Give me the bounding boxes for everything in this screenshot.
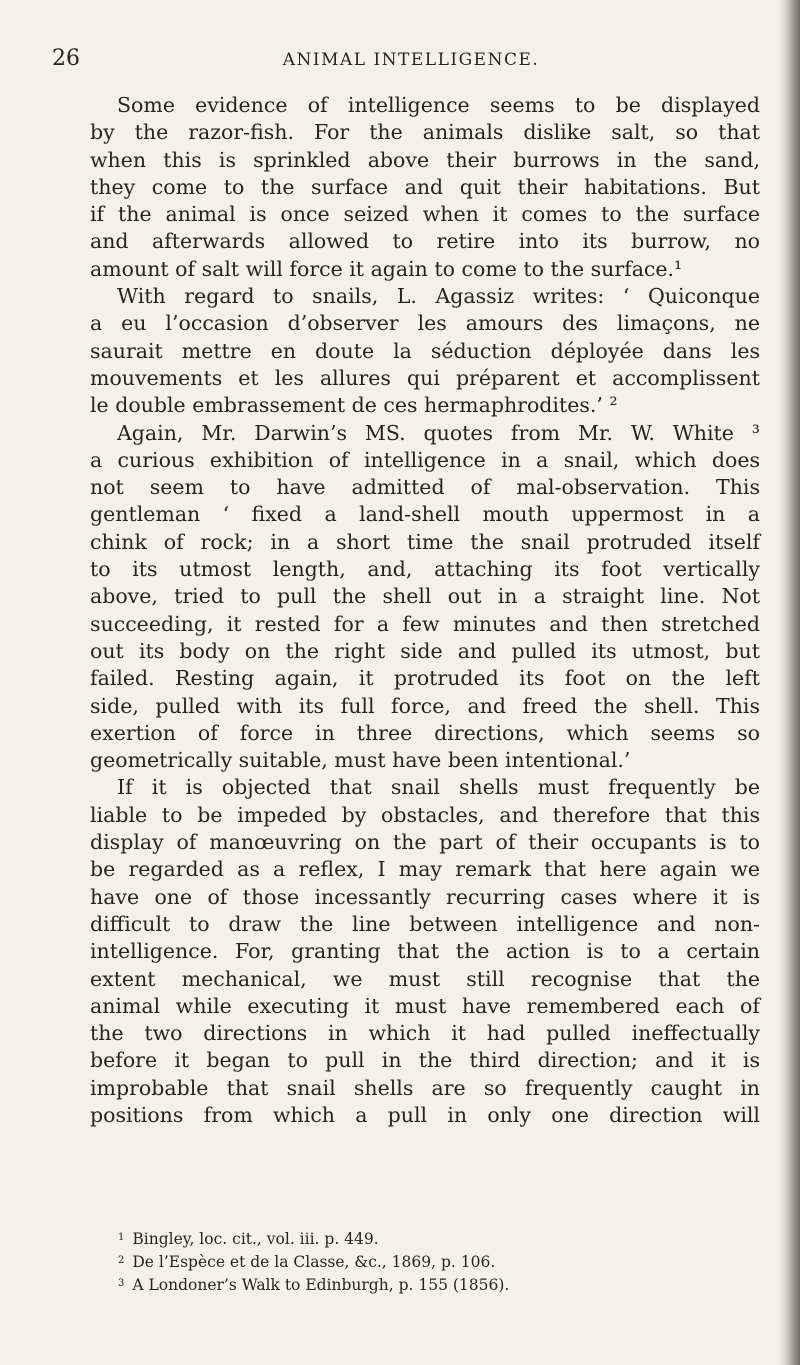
text-line: out its body on the right side and pulled its utmost, but xyxy=(90,638,760,663)
footnote-text: A Londoner’s Walk to Edinburgh, p. 155 (1856). xyxy=(132,1276,510,1294)
text-line: to its utmost length, and, attaching its foot vertically xyxy=(90,557,760,582)
text-line: le double embrassement de ces hermaphrodites.’ ² xyxy=(90,393,618,418)
footnote xyxy=(118,1273,758,1296)
text-line: above, tried to pull the shell out in a straight line. Not xyxy=(90,584,760,609)
text-line: liable to be impeded by obstacles, and therefore that this xyxy=(90,802,760,827)
text-line: succeeding, it rested for a few minutes and then stretched xyxy=(90,611,760,636)
text-line: the two directions in which it had pulled ineffectually xyxy=(90,1021,760,1046)
text-line: be regarded as a reflex, I may remark that here again we xyxy=(90,857,760,882)
text-line: animal while executing it must have remembered each of xyxy=(90,993,760,1018)
text-line: before it began to pull in the third direction; and it is xyxy=(90,1048,760,1073)
text-line: saurait mettre en doute la séduction déployée dans les xyxy=(90,338,760,363)
footnote-text: Bingley, loc. cit., vol. iii. p. 449. xyxy=(132,1230,379,1248)
text-line: amount of salt will force it again to come to the surface.¹ xyxy=(90,256,683,281)
text-line: if the animal is once seized when it comes to the surface xyxy=(90,202,760,227)
text-line: failed. Resting again, it protruded its foot on the left xyxy=(90,666,760,691)
footnotes xyxy=(118,1227,758,1296)
text-line: difficult to draw the line between intelligence and non- xyxy=(90,911,760,936)
text-line: a eu l’occasion d’observer les amours des limaçons, ne xyxy=(90,311,760,336)
text-line: by the razor-fish. For the animals dislike salt, so that xyxy=(90,120,760,145)
running-head: ANIMAL INTELLIGENCE. xyxy=(282,50,540,70)
text-line: With regard to snails, L. Agassiz writes: ‘ Quiconque xyxy=(117,284,760,309)
text-line: when this is sprinkled above their burrows in the sand, xyxy=(90,147,760,172)
text-line: and afterwards allowed to retire into its burrow, no xyxy=(90,229,760,254)
text-line: they come to the surface and quit their habitations. But xyxy=(90,174,760,199)
footnote-mark: 3 xyxy=(118,1278,125,1289)
text-line: not seem to have admitted of mal-observation. This xyxy=(90,475,760,500)
text-line: display of manœuvring on the part of their occupants is to xyxy=(90,830,760,855)
page-number: 26 xyxy=(52,46,80,71)
page-header xyxy=(52,46,770,76)
text-line: geometrically suitable, must have been intentional.’ xyxy=(90,748,631,773)
text-line: mouvements et les allures qui préparent et accomplissent xyxy=(90,365,760,390)
page-edge-shadow xyxy=(778,0,800,1365)
text-line: improbable that snail shells are so frequently caught in xyxy=(90,1075,760,1100)
footnote-mark: 2 xyxy=(118,1255,125,1266)
text-line: a curious exhibition of intelligence in a snail, which does xyxy=(90,447,760,472)
text-line: If it is objected that snail shells must frequently be xyxy=(117,775,760,800)
text-line: gentleman ‘ fixed a land-shell mouth uppermost in a xyxy=(90,502,760,527)
text-line: intelligence. For, granting that the action is to a certain xyxy=(90,939,760,964)
text-line: extent mechanical, we must still recognise that the xyxy=(90,966,760,991)
text-line: chink of rock; in a short time the snail protruded itself xyxy=(90,529,760,554)
footnote-text: De l’Espèce et de la Classe, &c., 1869, p. 106. xyxy=(132,1253,496,1271)
text-line: exertion of force in three directions, which seems so xyxy=(90,720,760,745)
footnote-mark: 1 xyxy=(118,1232,125,1243)
body-text xyxy=(90,92,760,1129)
text-line: side, pulled with its full force, and freed the shell. This xyxy=(90,693,760,718)
footnote xyxy=(118,1227,758,1250)
footnote xyxy=(118,1250,758,1273)
text-line: positions from which a pull in only one direction will xyxy=(90,1102,760,1127)
text-line: Again, Mr. Darwin’s MS. quotes from Mr. W. White ³ xyxy=(117,420,760,445)
text-line: Some evidence of intelligence seems to be displayed xyxy=(117,93,760,117)
text-line: have one of those incessantly recurring cases where it is xyxy=(90,884,760,909)
